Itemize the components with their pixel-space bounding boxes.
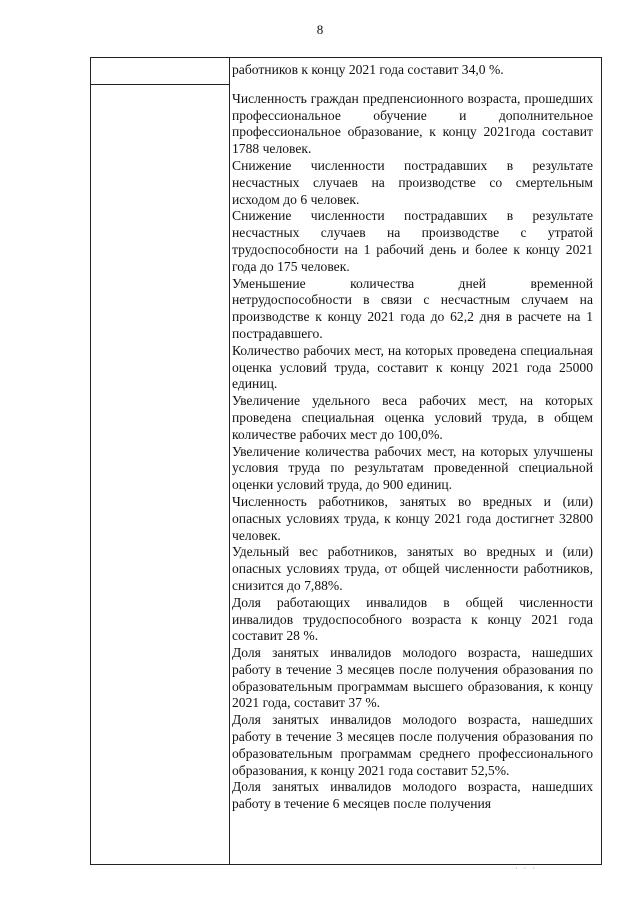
- paragraph-disability-accidents: Снижение численности пострадавших в результате несчастных случаев на производстве с утратой трудоспособности на 1 рабочий день и более к концу 2021 года до 175 человек.: [232, 208, 593, 274]
- paragraph-young-disabled-six-months: Доля занятых инвалидов молодого возраста, нашедших работу в течение 6 месяцев после получения: [232, 779, 593, 812]
- paragraph-preretirement-training: Численность граждан предпенсионного возраста, прошедших профессиональное обучение и дополнительное профессиональное образование, к концу 2021года составит 1788 человек.: [232, 90, 593, 157]
- paragraph-continuation: работников к концу 2021 года составит 34,0 %.: [232, 62, 504, 77]
- paragraph-young-disabled-vocational: Доля занятых инвалидов молодого возраста, нашедших работу в течение 3 месяцев после получения образования по образовательным программам среднего профессионального образования, к концу 2021 года составит 52,5%.: [232, 712, 593, 778]
- paragraph-hazardous-share: Удельный вес работников, занятых во вредных и (или) опасных условиях труда, от общей численности работников, снизится до 7,88%.: [232, 544, 593, 593]
- paragraph-disabled-employment: Доля работающих инвалидов в общей численности инвалидов трудоспособного возраста к концу 2021 года составит 28 %.: [232, 594, 593, 644]
- paragraph-disability-days: Уменьшение количества дней временной нетрудоспособности в связи с несчастным случаем на производстве к концу 2021 года до 62,2 дня в расчете на 1 пострадавшего.: [232, 275, 593, 341]
- paragraph-assessed-share: Увеличение удельного веса рабочих мест, на которых проведена специальная оценка условий труда, в общем количестве рабочих мест до 100,0%.: [232, 393, 593, 442]
- paragraph-young-disabled-higher-ed: Доля занятых инвалидов молодого возраста, нашедших работу в течение 3 месяцев после получения образования по образовательным программам высшего образования, к концу 2021 года, составит 37 %.: [232, 645, 593, 711]
- paragraph-fatal-accidents: Снижение численности пострадавших в результате несчастных случаев на производстве со смертельным исходом до 6 человек.: [232, 157, 593, 207]
- table-right-column: [230, 58, 601, 864]
- document-table: [90, 57, 602, 865]
- paragraph-improved-workplaces: Увеличение количества рабочих мест, на которых улучшены условия труда по результатам проведенной специальной оценки условий труда, до 900 единиц.: [232, 443, 593, 493]
- scan-artifact: · · ·: [515, 864, 537, 873]
- page-number: 8: [316, 22, 324, 37]
- table-row-divider: [91, 84, 230, 85]
- paragraph-assessed-workplaces: Количество рабочих мест, на которых проведена специальная оценка условий труда, составит к концу 2021 года 25000 единиц.: [232, 342, 593, 392]
- table-left-column: [91, 58, 230, 864]
- paragraph-hazardous-workers: Численность работников, занятых во вредных и (или) опасных условиях труда, к концу 2021 года достигнет 32800 человек.: [232, 493, 593, 543]
